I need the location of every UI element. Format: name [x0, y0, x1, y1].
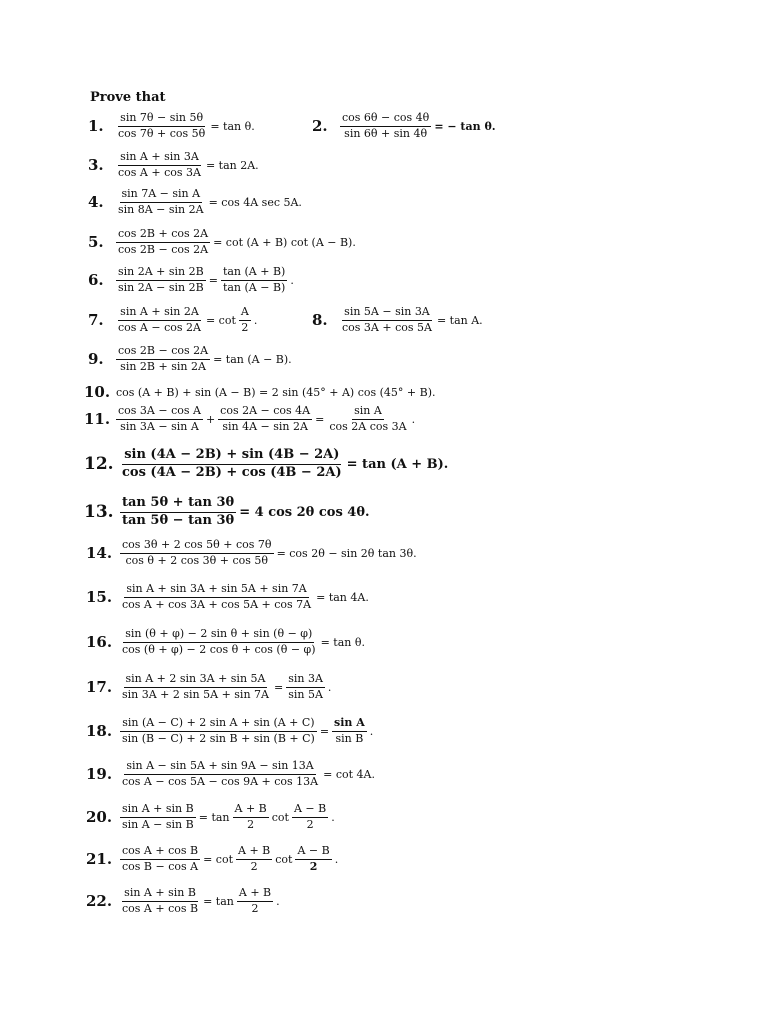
fraction: $\frac{A + B}{2}$ — [238, 844, 271, 873]
fraction: $\frac{\text{cos 3A − cos A}}{\text{sin 3A − sin A}}$ — [118, 404, 201, 433]
equation-line: cos (A + B) + sin (A − B) = 2 sin (45° + A) cos (45° + B). — [116, 385, 436, 399]
problem-number: 15. — [86, 588, 113, 607]
problem-number: 13. — [84, 502, 114, 523]
fraction: $\frac{\sin 7\theta - \sin 5\theta}{\cos 7\theta + \cos 5\theta}$ — [118, 111, 206, 140]
problem-17: 17. $\frac{\text{sin A + 2 sin 3A + sin 5A}}{\sin 3A + 2 \sin 5A + \sin 7A}$ = $\frac{\sin 3A}{\sin 5A}$ . — [86, 672, 332, 701]
problem-19: 19. $\frac{\text{sin A − sin 5A + sin 9A − sin 13A}}{\text{cos A − cos 5A − cos 9A + cos 13A}}$ = cot 4A. — [86, 759, 375, 788]
problem-16: 16. $\frac{\text{sin (θ + φ) − 2 sin θ + sin (θ − φ)}}{\text{cos (θ + φ) − 2 cos θ + cos (θ − φ)}}$ = tan θ. — [86, 627, 365, 656]
problem-6: 6. $\frac{\sin 2A + \sin 2B}{\sin 2A - \sin 2B}$ = $\frac{\tan (A + B)}{\tan (A - B)}$ . — [88, 265, 294, 294]
problem-number: 5. — [88, 233, 104, 252]
problem-10 — [84, 383, 436, 401]
problem-14: 14. $\frac{\cos 3\theta + 2 \cos 5\theta + \cos 7\theta}{\text{cos θ + 2 cos 3θ + cos 5θ}}$ = cos 2θ − sin 2θ tan 3θ. — [86, 538, 417, 567]
problem-20: 20. $\frac{\text{sin A + sin B}}{\text{sin A − sin B}}$ = tan $\frac{A + B}{2}$ cot $\frac{A - B}{2}$ . — [86, 802, 335, 831]
problem-number: 1. — [88, 117, 104, 136]
problem-number: 22. — [86, 892, 113, 911]
problem-number: 18. — [86, 722, 113, 741]
problem-22: 22. $\frac{\text{sin A + sin B}}{\text{cos A + cos B}}$ = tan $\frac{A + B}{2}$ . — [86, 886, 280, 915]
problem-21: 21. $\frac{\text{cos A + cos B}}{\text{cos B − cos A}}$ = cot $\frac{A + B}{2}$ cot $\frac{A - B}{2}$ . — [86, 844, 339, 873]
fraction: $\frac{\text{sin A + sin 3A}}{\text{cos A + cos 3A}}$ — [118, 150, 201, 179]
problem-number: 12. — [84, 454, 114, 475]
problem-number: 6. — [88, 271, 104, 290]
fraction: $\frac{\sin 3A}{\sin 5A}$ — [288, 672, 323, 701]
problem-number: 17. — [86, 678, 113, 697]
fraction: $\frac{\text{cos A + cos B}}{\text{cos B − cos A}}$ — [122, 844, 199, 873]
fraction: $\frac{\cos 3\theta + 2 \cos 5\theta + \cos 7\theta}{\text{cos θ + 2 cos 3θ + cos 5θ}}$ — [122, 538, 272, 567]
problem-number: 3. — [88, 156, 104, 175]
fraction: $\frac{A + B}{2}$ — [234, 802, 267, 831]
problem-number: 11. — [84, 410, 111, 429]
problem-number: 4. — [88, 193, 104, 212]
fraction: $\frac{\sin 2A + \sin 2B}{\sin 2A - \sin 2B}$ — [118, 265, 204, 294]
fraction: $\frac{A}{2}$ — [240, 305, 249, 334]
fraction: $\frac{\text{sin A + sin 2A}}{\text{cos A − cos 2A}}$ — [118, 305, 201, 334]
fraction: $\frac{\text{sin A + sin B}}{\text{cos A + cos B}}$ — [122, 886, 199, 915]
problem-1: 1. $\frac{\sin 7\theta - \sin 5\theta}{\cos 7\theta + \cos 5\theta}$ = tan θ. — [88, 111, 255, 140]
problem-number: 9. — [88, 350, 104, 369]
fraction: $\frac{\tan 5\theta + \tan 3\theta}{\tan 5\theta - \tan 3\theta}$ — [122, 495, 235, 528]
problem-9: 9. $\frac{\cos 2B - \cos 2A}{\sin 2B + \sin 2A}$ = tan (A − B). — [88, 344, 292, 373]
problem-number: 21. — [86, 850, 113, 869]
fraction: $\frac{\tan (A + B)}{\tan (A - B)}$ — [222, 265, 286, 294]
fraction: $\frac{\cos 2B + \cos 2A}{\cos 2B - \cos 2A}$ — [118, 227, 209, 256]
problem-8: 8. $\frac{\sin 5A - \sin 3A}{\cos 3A + \cos 5A}$ = tan A. — [312, 305, 483, 334]
fraction: $\frac{\text{sin A − sin 5A + sin 9A − sin 13A}}{\text{cos A − cos 5A − cos 9A + cos 13A}}$ — [122, 759, 319, 788]
problem-4: 4. $\frac{\text{sin 7A − sin A}}{\sin 8A - \sin 2A}$ = cos 4A sec 5A. — [88, 187, 302, 216]
problem-12: 12. $\frac{\sin (4A - 2B) + \sin (4B - 2A)}{\cos (4A - 2B) + \cos (4B - 2A)}$ = tan (A + B). — [84, 447, 449, 480]
fraction: $\frac{\text{sin A + 2 sin 3A + sin 5A}}{\sin 3A + 2 \sin 5A + \sin 7A}$ — [122, 672, 269, 701]
fraction: $\frac{A + B}{2}$ — [238, 886, 272, 915]
problem-number: 8. — [312, 311, 328, 330]
fraction: $\frac{A - B}{2}$ — [293, 802, 327, 831]
fraction: $\frac{\text{sin A + sin 3A + sin 5A + sin 7A}}{\text{cos A + cos 3A + cos 5A + cos 7A}}$ — [122, 582, 312, 611]
fraction: $\frac{\text{sin (A − C) + 2 sin A + sin (A + C)}}{\text{sin (B − C) + 2 sin B + sin (B + C)}}$ — [122, 716, 315, 745]
fraction: $\frac{\text{sin A}}{\text{cos 2A cos 3A}}$ — [329, 404, 407, 433]
problem-number: 16. — [86, 633, 113, 652]
problem-2: 2. $\frac{\cos 6\theta - \cos 4\theta}{\sin 6\theta + \sin 4\theta}$ = − tan θ. — [312, 111, 496, 140]
fraction: $\frac{\text{sin 7A − sin A}}{\sin 8A - \sin 2A}$ — [118, 187, 204, 216]
problem-15: 15. $\frac{\text{sin A + sin 3A + sin 5A + sin 7A}}{\text{cos A + cos 3A + cos 5A + cos 7A}}$ = tan 4A. — [86, 582, 369, 611]
fraction: $\frac{\cos 2A - \cos 4A}{\sin 4A - \sin 2A}$ — [220, 404, 311, 433]
problem-11: 11. $\frac{\text{cos 3A − cos A}}{\text{sin 3A − sin A}}$ + $\frac{\cos 2A - \cos 4A}{\sin 4A - \sin 2A}$ = $\frac{\text{sin A}}{\text{cos 2A cos 3A}}$ . — [84, 404, 416, 433]
fraction: $\frac{\sin (4A - 2B) + \sin (4B - 2A)}{\cos (4A - 2B) + \cos (4B - 2A)}$ — [122, 447, 342, 480]
fraction: $\frac{A - B}{2}$ — [297, 844, 330, 873]
problem-18: 18. $\frac{\text{sin (A − C) + 2 sin A + sin (A + C)}}{\text{sin (B − C) + 2 sin B + sin (B + C)}}$ = $\frac{\text{sin A}}{\text{sin B}}$ . — [86, 716, 374, 745]
problem-number: 10. — [84, 383, 111, 401]
heading: Prove that — [90, 90, 166, 105]
problem-number: 2. — [312, 117, 328, 136]
fraction: $\frac{\text{sin A + sin B}}{\text{sin A − sin B}}$ — [122, 802, 194, 831]
problem-number: 7. — [88, 311, 104, 330]
fraction: $\frac{\text{sin A}}{\text{sin B}}$ — [334, 716, 365, 745]
problem-7: 7. $\frac{\text{sin A + sin 2A}}{\text{cos A − cos 2A}}$ = cot $\frac{A}{2}$ . — [88, 305, 258, 334]
fraction: $\frac{\cos 2B - \cos 2A}{\sin 2B + \sin 2A}$ — [118, 344, 209, 373]
problem-number: 19. — [86, 765, 113, 784]
fraction: $\frac{\sin 5A - \sin 3A}{\cos 3A + \cos 5A}$ — [342, 305, 432, 334]
problem-13: 13. $\frac{\tan 5\theta + \tan 3\theta}{\tan 5\theta - \tan 3\theta}$ = 4 cos 2θ cos 4θ. — [84, 495, 370, 528]
fraction: $\frac{\cos 6\theta - \cos 4\theta}{\sin 6\theta + \sin 4\theta}$ — [342, 111, 430, 140]
problem-3: 3. $\frac{\text{sin A + sin 3A}}{\text{cos A + cos 3A}}$ = tan 2A. — [88, 150, 259, 179]
fraction: $\frac{\text{sin (θ + φ) − 2 sin θ + sin (θ − φ)}}{\text{cos (θ + φ) − 2 cos θ + cos (θ − φ)}}$ — [122, 627, 316, 656]
problem-5: 5. $\frac{\cos 2B + \cos 2A}{\cos 2B - \cos 2A}$ = cot (A + B) cot (A − B). — [88, 227, 356, 256]
problem-number: 14. — [86, 544, 113, 563]
problem-number: 20. — [86, 808, 113, 827]
